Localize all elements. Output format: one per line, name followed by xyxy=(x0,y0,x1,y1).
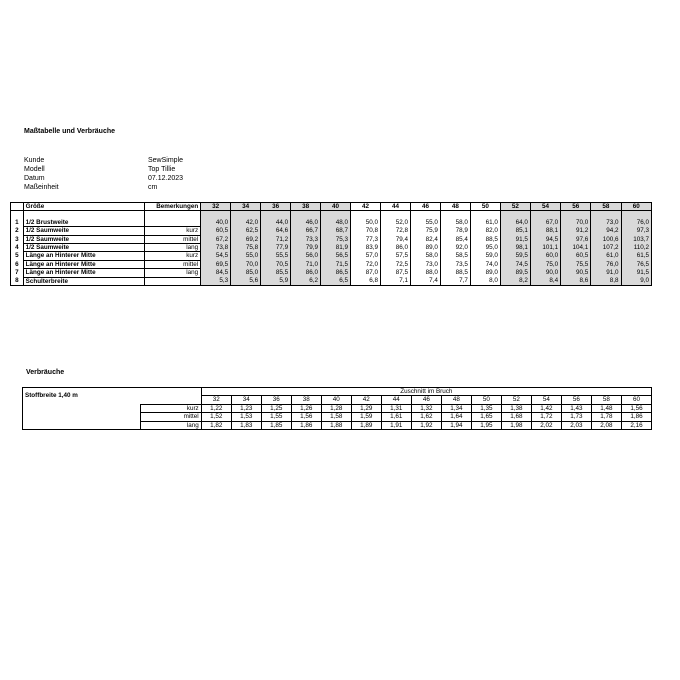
row-note: lang xyxy=(144,269,200,277)
consumption-value: 1,26 xyxy=(291,404,321,412)
consumption-value: 1,52 xyxy=(201,413,231,421)
value-cell: 8,8 xyxy=(591,277,621,285)
page-title: Maßtabelle und Verbräuche xyxy=(24,128,116,135)
value-cell: 91,5 xyxy=(500,235,530,243)
value-cell: 91,0 xyxy=(591,269,621,277)
value-cell: 67,0 xyxy=(530,219,560,227)
meta-key: Kunde xyxy=(24,157,45,164)
value-cell: 97,3 xyxy=(621,227,651,235)
value-cell: 70,0 xyxy=(561,219,591,227)
value-cell: 57,0 xyxy=(351,252,381,260)
variant-label: lang xyxy=(141,421,202,429)
value-cell: 5,9 xyxy=(261,277,291,285)
value-cell: 55,0 xyxy=(410,219,440,227)
consumption-value: 1,61 xyxy=(381,413,411,421)
size-header: 38 xyxy=(291,396,321,404)
value-cell: 81,9 xyxy=(321,244,351,252)
value-cell: 72,5 xyxy=(381,260,411,268)
spacer-cell xyxy=(201,211,231,219)
size-header: 46 xyxy=(410,203,440,211)
value-cell: 104,1 xyxy=(561,244,591,252)
consumption-value: 1,85 xyxy=(261,421,291,429)
row-index: 6 xyxy=(11,260,24,268)
value-cell: 98,1 xyxy=(500,244,530,252)
value-cell: 85,0 xyxy=(231,269,261,277)
consumption-value: 1,56 xyxy=(291,413,321,421)
consumption-value: 1,86 xyxy=(621,413,651,421)
row-index: 1 xyxy=(11,219,24,227)
size-header: 46 xyxy=(411,396,441,404)
consumption-title: Verbräuche xyxy=(26,369,65,376)
value-cell: 100,6 xyxy=(591,235,621,243)
spacer-cell xyxy=(621,211,651,219)
value-cell: 72,0 xyxy=(351,260,381,268)
size-header: 58 xyxy=(591,396,621,404)
spacer-cell xyxy=(144,211,200,219)
row-note xyxy=(144,219,200,227)
value-cell: 73,5 xyxy=(440,260,470,268)
size-header: 32 xyxy=(201,203,231,211)
value-cell: 42,0 xyxy=(231,219,261,227)
variant-label: kurz xyxy=(141,404,202,412)
consumption-value: 1,35 xyxy=(471,404,501,412)
value-cell: 9,0 xyxy=(621,277,651,285)
consumption-value: 1,82 xyxy=(201,421,231,429)
value-cell: 6,8 xyxy=(351,277,381,285)
size-header: 38 xyxy=(291,203,321,211)
consumption-value: 1,48 xyxy=(591,404,621,412)
meta-key: Datum xyxy=(24,175,45,182)
value-cell: 7,7 xyxy=(440,277,470,285)
value-cell: 110,2 xyxy=(621,244,651,252)
size-header: 32 xyxy=(201,396,231,404)
spacer-cell xyxy=(500,211,530,219)
spacer-cell xyxy=(410,211,440,219)
consumption-value: 1,78 xyxy=(591,413,621,421)
consumption-value: 1,98 xyxy=(501,421,531,429)
row-label: 1/2 Saumweite xyxy=(23,227,144,235)
spacer-cell xyxy=(440,211,470,219)
consumption-value: 1,34 xyxy=(441,404,471,412)
value-cell: 66,7 xyxy=(291,227,321,235)
table-row xyxy=(11,269,652,277)
value-cell: 68,7 xyxy=(321,227,351,235)
value-cell: 6,2 xyxy=(291,277,321,285)
value-cell: 91,2 xyxy=(561,227,591,235)
consumption-value: 1,43 xyxy=(561,404,591,412)
consumption-value: 1,23 xyxy=(231,404,261,412)
value-cell: 69,2 xyxy=(231,235,261,243)
value-cell: 60,5 xyxy=(561,252,591,260)
value-cell: 77,3 xyxy=(351,235,381,243)
value-cell: 86,5 xyxy=(321,269,351,277)
value-cell: 83,9 xyxy=(351,244,381,252)
value-cell: 74,5 xyxy=(500,260,530,268)
consumption-value: 1,56 xyxy=(621,404,651,412)
header-notes: Bemerkungen xyxy=(144,203,200,211)
meta-value: Top Tillie xyxy=(148,166,176,173)
consumption-value: 1,22 xyxy=(201,404,231,412)
spacer-cell xyxy=(23,211,144,219)
value-cell: 60,5 xyxy=(201,227,231,235)
value-cell: 48,0 xyxy=(321,219,351,227)
value-cell: 76,0 xyxy=(591,260,621,268)
consumption-value: 1,42 xyxy=(531,404,561,412)
row-label: 1/2 Saumweite xyxy=(23,235,144,243)
row-index: 7 xyxy=(11,269,24,277)
spacer-cell xyxy=(470,211,500,219)
consumption-row xyxy=(23,404,652,412)
row-note: mittel xyxy=(144,235,200,243)
size-header: 58 xyxy=(591,203,621,211)
value-cell: 94,5 xyxy=(530,235,560,243)
meta-value: 07.12.2023 xyxy=(148,175,184,182)
header-label: Größe xyxy=(23,203,144,211)
consumption-value: 1,55 xyxy=(261,413,291,421)
consumption-value: 1,31 xyxy=(381,404,411,412)
value-cell: 75,9 xyxy=(410,227,440,235)
value-cell: 87,0 xyxy=(351,269,381,277)
value-cell: 64,0 xyxy=(500,219,530,227)
header-index xyxy=(11,203,24,211)
value-cell: 8,2 xyxy=(500,277,530,285)
consumption-value: 2,02 xyxy=(531,421,561,429)
row-label: Länge an Hinterer Mitte xyxy=(23,252,144,260)
value-cell: 88,5 xyxy=(470,235,500,243)
value-cell: 103,7 xyxy=(621,235,651,243)
row-index: 2 xyxy=(11,227,24,235)
spacer-row xyxy=(11,211,652,219)
value-cell: 77,9 xyxy=(261,244,291,252)
value-cell: 72,8 xyxy=(381,227,411,235)
consumption-value: 1,68 xyxy=(501,413,531,421)
value-cell: 52,0 xyxy=(381,219,411,227)
value-cell: 5,6 xyxy=(231,277,261,285)
row-label: Länge an Hinterer Mitte xyxy=(23,260,144,268)
consumption-value: 1,59 xyxy=(351,413,381,421)
row-label: 1/2 Saumweite xyxy=(23,244,144,252)
value-cell: 70,0 xyxy=(231,260,261,268)
value-cell: 62,5 xyxy=(231,227,261,235)
consumption-value: 1,53 xyxy=(231,413,261,421)
value-cell: 85,1 xyxy=(500,227,530,235)
value-cell: 91,5 xyxy=(621,269,651,277)
value-cell: 61,0 xyxy=(470,219,500,227)
value-cell: 56,5 xyxy=(321,252,351,260)
value-cell: 82,0 xyxy=(470,227,500,235)
value-cell: 86,0 xyxy=(381,244,411,252)
size-header: 48 xyxy=(441,396,471,404)
consumption-value: 1,28 xyxy=(321,404,351,412)
value-cell: 7,4 xyxy=(410,277,440,285)
size-header: 34 xyxy=(231,203,261,211)
meta-block xyxy=(24,156,183,192)
value-cell: 78,9 xyxy=(440,227,470,235)
value-cell: 57,5 xyxy=(381,252,411,260)
value-cell: 56,0 xyxy=(291,252,321,260)
size-header: 36 xyxy=(261,203,291,211)
header-row xyxy=(11,203,652,211)
table-row xyxy=(11,277,652,285)
value-cell: 73,0 xyxy=(591,219,621,227)
value-cell: 89,5 xyxy=(500,269,530,277)
row-index: 5 xyxy=(11,252,24,260)
consumption-value: 1,95 xyxy=(471,421,501,429)
value-cell: 71,5 xyxy=(321,260,351,268)
table-row xyxy=(11,219,652,227)
spacer-cell xyxy=(561,211,591,219)
spacer-cell xyxy=(381,211,411,219)
value-cell: 88,1 xyxy=(530,227,560,235)
size-header: 40 xyxy=(321,396,351,404)
size-header: 54 xyxy=(531,396,561,404)
table-row xyxy=(11,252,652,260)
table-row xyxy=(11,260,652,268)
value-cell: 95,0 xyxy=(470,244,500,252)
value-cell: 55,0 xyxy=(231,252,261,260)
value-cell: 89,0 xyxy=(470,269,500,277)
consumption-value: 1,86 xyxy=(291,421,321,429)
size-header: 56 xyxy=(561,203,591,211)
value-cell: 90,5 xyxy=(561,269,591,277)
consumption-value: 1,32 xyxy=(411,404,441,412)
value-cell: 87,5 xyxy=(381,269,411,277)
table-row xyxy=(11,227,652,235)
value-cell: 76,0 xyxy=(621,219,651,227)
consumption-table xyxy=(22,387,652,430)
size-header: 50 xyxy=(471,396,501,404)
meta-value: SewSimple xyxy=(148,157,184,164)
value-cell: 88,0 xyxy=(410,269,440,277)
consumption-value: 1,29 xyxy=(351,404,381,412)
meta-row xyxy=(24,156,183,165)
size-header: 40 xyxy=(321,203,351,211)
meta-row xyxy=(24,183,183,192)
value-cell: 50,0 xyxy=(351,219,381,227)
value-cell: 79,9 xyxy=(291,244,321,252)
value-cell: 86,0 xyxy=(291,269,321,277)
value-cell: 88,5 xyxy=(440,269,470,277)
row-index: 8 xyxy=(11,277,24,285)
spacer-cell xyxy=(291,211,321,219)
value-cell: 70,5 xyxy=(261,260,291,268)
row-index: 4 xyxy=(11,244,24,252)
consumption-value: 1,65 xyxy=(471,413,501,421)
meta-row xyxy=(24,174,183,183)
value-cell: 58,5 xyxy=(440,252,470,260)
value-cell: 92,0 xyxy=(440,244,470,252)
variant-label: mittel xyxy=(141,413,202,421)
value-cell: 69,5 xyxy=(201,260,231,268)
value-cell: 60,0 xyxy=(530,252,560,260)
value-cell: 59,0 xyxy=(470,252,500,260)
consumption-row xyxy=(23,413,652,421)
value-cell: 64,6 xyxy=(261,227,291,235)
value-cell: 8,6 xyxy=(561,277,591,285)
row-note: lang xyxy=(144,244,200,252)
blank-cell xyxy=(23,413,141,421)
value-cell: 73,8 xyxy=(201,244,231,252)
value-cell: 73,3 xyxy=(291,235,321,243)
measurement-table xyxy=(10,202,652,286)
value-cell: 71,2 xyxy=(261,235,291,243)
value-cell: 46,0 xyxy=(291,219,321,227)
value-cell: 8,4 xyxy=(530,277,560,285)
value-cell: 75,3 xyxy=(321,235,351,243)
row-label: Länge an Hinterer Mitte xyxy=(23,269,144,277)
value-cell: 76,5 xyxy=(621,260,651,268)
consumption-row xyxy=(23,421,652,429)
consumption-header-row xyxy=(23,388,652,396)
value-cell: 59,5 xyxy=(500,252,530,260)
size-header: 42 xyxy=(351,396,381,404)
value-cell: 75,0 xyxy=(530,260,560,268)
meta-row xyxy=(24,165,183,174)
value-cell: 101,1 xyxy=(530,244,560,252)
spacer-cell xyxy=(11,211,24,219)
consumption-value: 2,03 xyxy=(561,421,591,429)
row-note xyxy=(144,277,200,285)
size-header: 48 xyxy=(440,203,470,211)
value-cell: 97,6 xyxy=(561,235,591,243)
spacer-cell xyxy=(321,211,351,219)
value-cell: 55,5 xyxy=(261,252,291,260)
consumption-value: 2,16 xyxy=(621,421,651,429)
value-cell: 54,5 xyxy=(201,252,231,260)
consumption-value: 1,58 xyxy=(321,413,351,421)
value-cell: 7,1 xyxy=(381,277,411,285)
consumption-value: 1,92 xyxy=(411,421,441,429)
size-header: 52 xyxy=(501,396,531,404)
size-header: 50 xyxy=(470,203,500,211)
value-cell: 58,0 xyxy=(440,219,470,227)
consumption-value: 1,64 xyxy=(441,413,471,421)
value-cell: 90,0 xyxy=(530,269,560,277)
value-cell: 79,4 xyxy=(381,235,411,243)
table-row xyxy=(11,244,652,252)
consumption-value: 1,89 xyxy=(351,421,381,429)
meta-value: cm xyxy=(148,184,158,191)
size-header: 44 xyxy=(381,203,411,211)
value-cell: 61,0 xyxy=(591,252,621,260)
size-header: 52 xyxy=(500,203,530,211)
blank-cell xyxy=(23,421,141,429)
value-cell: 44,0 xyxy=(261,219,291,227)
value-cell: 75,5 xyxy=(561,260,591,268)
consumption-value: 1,62 xyxy=(411,413,441,421)
blank-cell xyxy=(23,404,141,412)
table-row xyxy=(11,235,652,243)
consumption-value: 1,88 xyxy=(321,421,351,429)
spacer-cell xyxy=(231,211,261,219)
cut-label: Zuschnitt im Bruch xyxy=(201,388,651,396)
size-header: 56 xyxy=(561,396,591,404)
meta-key: Modell xyxy=(24,166,45,173)
value-cell: 40,0 xyxy=(201,219,231,227)
value-cell: 8,0 xyxy=(470,277,500,285)
value-cell: 74,0 xyxy=(470,260,500,268)
size-header: 42 xyxy=(351,203,381,211)
fabric-width-label: Stoffbreite 1,40 m xyxy=(23,388,202,405)
consumption-value: 2,08 xyxy=(591,421,621,429)
row-index: 3 xyxy=(11,235,24,243)
size-header: 54 xyxy=(530,203,560,211)
value-cell: 71,0 xyxy=(291,260,321,268)
spacer-cell xyxy=(351,211,381,219)
value-cell: 82,4 xyxy=(410,235,440,243)
value-cell: 58,0 xyxy=(410,252,440,260)
consumption-value: 1,73 xyxy=(561,413,591,421)
value-cell: 107,2 xyxy=(591,244,621,252)
row-note: kurz xyxy=(144,252,200,260)
value-cell: 85,4 xyxy=(440,235,470,243)
value-cell: 61,5 xyxy=(621,252,651,260)
spacer-cell xyxy=(261,211,291,219)
value-cell: 67,2 xyxy=(201,235,231,243)
spacer-cell xyxy=(530,211,560,219)
consumption-value: 1,94 xyxy=(441,421,471,429)
size-header: 34 xyxy=(231,396,261,404)
row-note: kurz xyxy=(144,227,200,235)
value-cell: 94,2 xyxy=(591,227,621,235)
consumption-value: 1,25 xyxy=(261,404,291,412)
value-cell: 84,5 xyxy=(201,269,231,277)
consumption-value: 1,72 xyxy=(531,413,561,421)
value-cell: 85,5 xyxy=(261,269,291,277)
spacer-cell xyxy=(591,211,621,219)
size-header: 60 xyxy=(621,396,651,404)
value-cell: 5,3 xyxy=(201,277,231,285)
meta-key: Maßeinheit xyxy=(24,184,59,191)
value-cell: 89,0 xyxy=(410,244,440,252)
row-label: Schulterbreite xyxy=(23,277,144,285)
consumption-value: 1,91 xyxy=(381,421,411,429)
size-header: 60 xyxy=(621,203,651,211)
consumption-value: 1,38 xyxy=(501,404,531,412)
value-cell: 6,5 xyxy=(321,277,351,285)
value-cell: 75,8 xyxy=(231,244,261,252)
row-label: 1/2 Brustweite xyxy=(23,219,144,227)
size-header: 36 xyxy=(261,396,291,404)
value-cell: 70,8 xyxy=(351,227,381,235)
row-note: mittel xyxy=(144,260,200,268)
value-cell: 73,0 xyxy=(410,260,440,268)
size-header: 44 xyxy=(381,396,411,404)
consumption-value: 1,83 xyxy=(231,421,261,429)
